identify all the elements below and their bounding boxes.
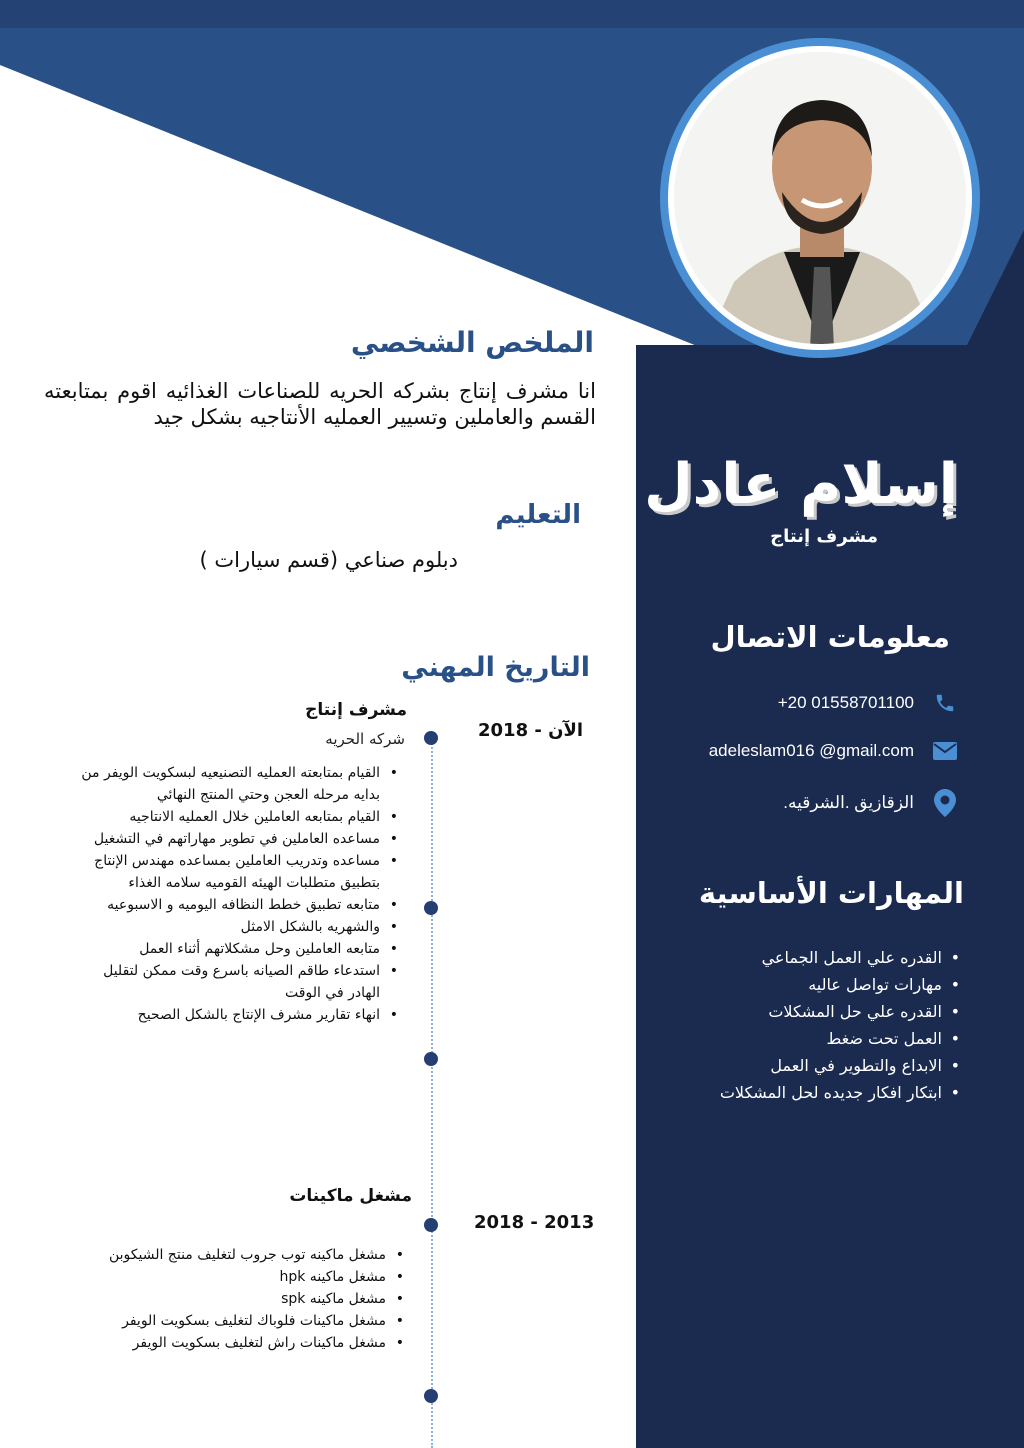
skill-item: • ابتكار افكار جديده لحل المشكلات (660, 1079, 960, 1106)
header-navy-top (0, 0, 1024, 28)
timeline-dot (424, 901, 438, 915)
location-icon (932, 790, 958, 816)
skills-list (660, 944, 960, 1106)
job-duties (68, 762, 398, 1026)
duty-item: • متابعه العاملين وحل مشكلاتهم أثناء العمل (68, 938, 398, 960)
timeline-line (431, 736, 433, 1448)
education-text: دبلوم صناعي (قسم سيارات ) (199, 548, 458, 572)
duty-item: • القيام بمتابعته العمليه التصنيعيه لبسكويت الويفر من بدايه مرحله العجن وحتي المنتج النهائي (68, 762, 398, 806)
duty-item: • القيام بمتابعه العاملين خلال العمليه الانتاجيه (68, 806, 398, 828)
skills-heading: المهارات الأساسية (698, 876, 964, 910)
contact-address-row (628, 788, 958, 818)
duty-item: • مشغل ماكينه spk (104, 1288, 404, 1310)
job-title: مشرف إنتاج (305, 700, 407, 720)
skill-item: • العمل تحت ضغط (660, 1025, 960, 1052)
timeline-dot (424, 1218, 438, 1232)
email-icon (932, 738, 958, 764)
phone-number[interactable]: +20 01558701100 (777, 693, 914, 712)
summary-heading: الملخص الشخصي (350, 326, 594, 359)
timeline-dot (424, 1052, 438, 1066)
contact-email-row (628, 736, 958, 766)
history-heading: التاريخ المهني (401, 652, 590, 683)
timeline-dot (424, 731, 438, 745)
skill-item: • مهارات تواصل عاليه (660, 971, 960, 998)
company-name: شركه الحريه (325, 730, 405, 748)
full-name: إسلام عادل (644, 452, 958, 517)
skill-item: • الابداع والتطوير في العمل (660, 1052, 960, 1079)
education-heading: التعليم (495, 500, 581, 530)
duty-item: • مشغل ماكينات راش لتغليف بسكويت الويفر (104, 1332, 404, 1354)
email-address[interactable]: adeleslam016 @gmail.com (708, 741, 914, 760)
job-date: الآن - 2018 (478, 720, 584, 741)
contact-heading: معلومات الاتصال (710, 620, 950, 654)
job-title: مشغل ماكينات (289, 1186, 412, 1206)
duty-item: • والشهريه بالشكل الامثل (68, 916, 398, 938)
skill-item: • القدره علي العمل الجماعي (660, 944, 960, 971)
job-role: مشرف إنتاج (770, 526, 878, 547)
duty-item: • انهاء تقارير مشرف الإنتاج بالشكل الصحيح (68, 1004, 398, 1026)
skill-item: • القدره علي حل المشكلات (660, 998, 960, 1025)
duty-item: • مشغل ماكينه hpk (104, 1266, 404, 1288)
contact-phone-row (628, 688, 958, 718)
duty-item: • استدعاء طاقم الصيانه باسرع وقت ممكن لتقليل الهادر في الوقت (68, 960, 398, 1004)
duty-item: • مساعده العاملين في تطوير مهاراتهم في التشغيل (68, 828, 398, 850)
job-date: 2013 - 2018 (474, 1212, 595, 1233)
summary-text: انا مشرف إنتاج بشركه الحريه للصناعات الغذائيه اقوم بمتابعته القسم والعاملين وتسيير العمليه الأنتاجيه بشكل جيد (44, 379, 596, 429)
portrait-illustration (674, 52, 966, 344)
duty-item: • مساعده وتدريب العاملين بمساعده مهندس الإنتاج بتطبيق متطلبات الهيئه القوميه سلامه الغذاء (68, 850, 398, 894)
profile-photo (660, 38, 980, 358)
job-duties (104, 1244, 404, 1354)
duty-item: • متابعه تطبيق خطط النظافه اليوميه و الاسبوعيه (68, 894, 398, 916)
phone-icon (932, 690, 958, 716)
duty-item: • مشغل ماكينات فلوباك لتغليف بسكويت الويفر (104, 1310, 404, 1332)
duty-item: • مشغل ماكينه توب جروب لتغليف منتج الشيكوبن (104, 1244, 404, 1266)
address: الزقازيق .الشرقيه. (783, 793, 914, 812)
timeline-dot (424, 1389, 438, 1403)
portrait-photo (674, 52, 966, 344)
